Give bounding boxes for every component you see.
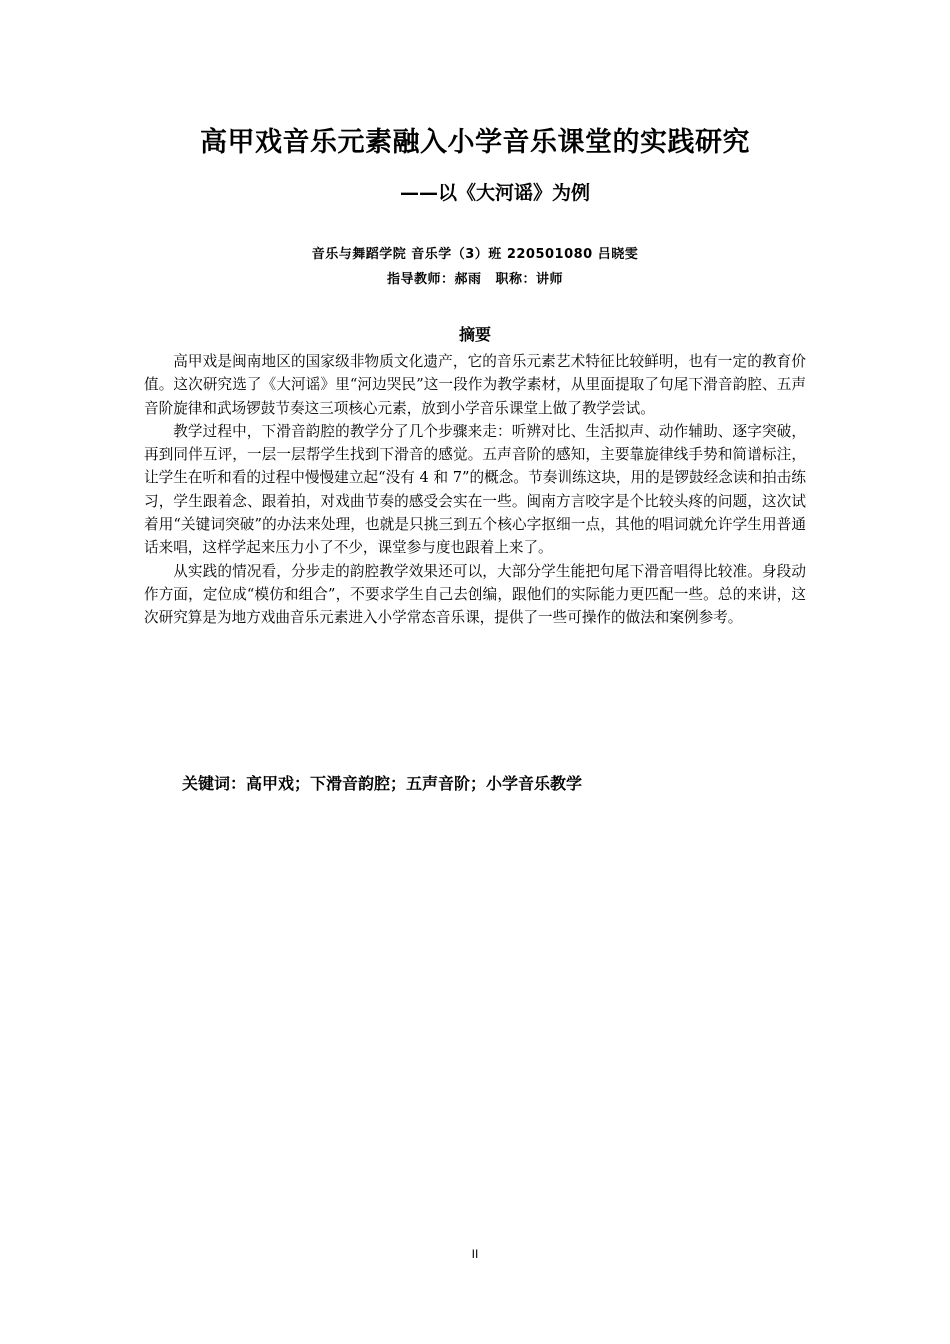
page-number: II	[471, 1247, 479, 1261]
advisor-line	[0, 268, 950, 287]
abstract-paragraph-3: 从实践的情况看，分步走的韵腔教学效果还可以，大部分学生能把句尾下滑音唱得比较准。身段动作方面，定位成“模仿和组合”，不要求学生自己去创编，跟他们的实际能力更匹配一些。总的来讲，这次研究算是为地方戏曲音乐元素进入小学常态音乐课，提供了一些可操作的做法和案例参考。	[144, 562, 806, 627]
abstract-paragraph-1: 高甲戏是闽南地区的国家级非物质文化遗产，它的音乐元素艺术特征比较鲜明，也有一定的教育价值。这次研究选了《大河谣》里“河边哭民”这一段作为教学素材，从里面提取了句尾下滑音韵腔、五声音阶旋律和武场锣鼓节奏这三项核心元素，放到小学音乐课堂上做了教学尝试。	[144, 353, 806, 417]
author-line: 音乐与舞蹈学院 音乐学（3）班 220501080 吕晓雯	[311, 247, 639, 262]
advisor-name: 指导教师：郝雨	[386, 272, 482, 287]
document-title: 高甲戏音乐元素融入小学音乐课堂的实践研究	[200, 127, 750, 158]
abstract-heading: 摘要	[458, 325, 491, 344]
advisor-rank: 职称：讲师	[495, 272, 564, 287]
keywords-line: 关键词：高甲戏；下滑音韵腔；五声音阶；小学音乐教学	[182, 774, 583, 793]
document-subtitle: ——以《大河谣》为例	[399, 182, 590, 204]
abstract-body	[144, 350, 806, 630]
abstract-paragraph-2: 教学过程中，下滑音韵腔的教学分了几个步骤来走：听辨对比、生活拟声、动作辅助、逐字突破，再到同伴互评，一层一层帮学生找到下滑音的感觉。五声音阶的感知，主要靠旋律线手势和简谱标注，让学生在听和看的过程中慢慢建立起“没有 4 和 7”的概念。节奏训练这块，用的是锣鼓经念读和拍击练习，学生跟着念、跟着拍，对戏曲节奏的感受会实在一些。闽南方言咬字是个比较头疼的问题，这次试着用“关键词突破”的办法来处理，也就是只挑三到五个核心字抠细一点，其他的唱词就允许学生用普通话来唱，这样学起来压力小了不少，课堂参与度也跟着上来了。	[144, 422, 806, 557]
